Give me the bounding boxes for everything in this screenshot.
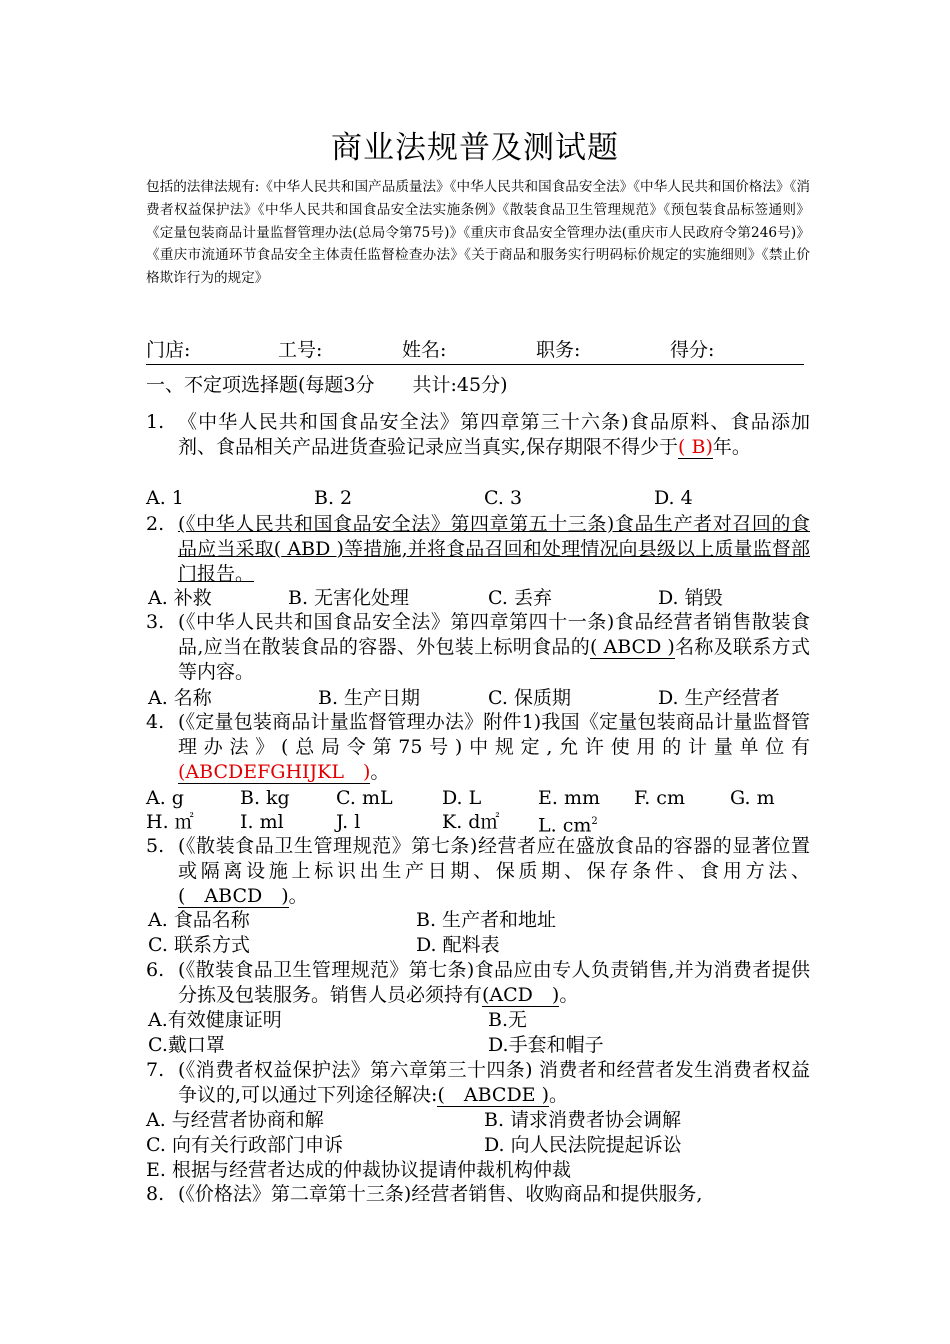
answer-blank: (ACD ) — [482, 983, 560, 1006]
store-label: 门店: — [146, 339, 191, 361]
question-number: 5. — [146, 835, 165, 857]
option: B. 请求消费者协会调解 — [484, 1109, 682, 1131]
question-text: (《中华人民共和国食品安全法》第四章第四十一条)食品经营者销售散装食品,应当在散装食品的容器、外包装上标明食品的( ABCD )名称及联系方式等内容。 — [178, 611, 810, 683]
answer-blank: ( ABCDE ) — [437, 1083, 549, 1106]
option: L. $cm^2$ — [538, 814, 598, 837]
option: I. ml — [240, 811, 284, 833]
option: C. 联系方式 — [148, 934, 250, 956]
question-number: 3. — [146, 611, 165, 633]
option: A. g — [146, 787, 184, 809]
question-4 — [146, 710, 810, 784]
option: B. 生产者和地址 — [416, 909, 557, 931]
question-5 — [146, 834, 810, 908]
option: G. m — [730, 787, 775, 809]
option: D. 4 — [654, 487, 693, 509]
option: B. kg — [240, 787, 290, 809]
info-line — [146, 336, 804, 365]
question-text: (《散装食品卫生管理规范》第七条)经营者应在盛放食品的容器的显著位置或隔离设施上标识出生产日期、保质期、保存条件、食用方法、( ABCD )。 — [178, 835, 810, 907]
option: D. L — [442, 787, 482, 809]
answer-blank: ( ABCD ) — [178, 884, 289, 907]
question-number: 4. — [146, 711, 165, 733]
question-number: 8. — [146, 1183, 165, 1205]
question-text: (《价格法》第二章第十三条)经营者销售、收购商品和提供服务, — [178, 1183, 703, 1205]
question-number: 2. — [146, 513, 165, 535]
option: E. 根据与经营者达成的仲裁协议提请仲裁机构仲裁 — [146, 1159, 571, 1181]
option: C.戴口罩 — [148, 1034, 225, 1056]
question-number: 1. — [146, 411, 165, 433]
option: B. 2 — [314, 487, 353, 509]
question-text: (《散装食品卫生管理规范》第七条)食品应由专人负责销售,并为消费者提供分拣及包装服务。销售人员必须持有(ACD )。 — [178, 959, 810, 1006]
option: C. 保质期 — [488, 687, 571, 709]
option: D.手套和帽子 — [488, 1034, 604, 1056]
option: A. 与经营者协商和解 — [146, 1109, 324, 1131]
question-text: 《中华人民共和国食品安全法》第四章第三十六条)食品原料、食品添加剂、食品相关产品进货查验记录应当真实,保存期限不得少于( B)年。 — [178, 411, 810, 458]
option: E. mm — [538, 787, 600, 809]
question-1 — [146, 410, 810, 460]
option: B.无 — [488, 1009, 528, 1031]
option: J. l — [336, 811, 361, 833]
intro-paragraph: 包括的法律法规有:《中华人民共和国产品质量法》《中华人民共和国食品安全法》《中华人民共和国价格法》《消费者权益保护法》《中华人民共和国食品安全法实施条例》《散装食品卫生管理规范》《预包装食品标签通则》《定量包装商品计量监督管理办法(总局令第75号)》《重庆市食品安全管理办法(重庆市人民政府令第246号)》《重庆市流通环节食品安全主体责任监督检查办法》《关于商品和服务实行明码标价规定的实施细则》《禁止价格欺诈行为的规定》 — [146, 179, 810, 287]
option: F. cm — [634, 787, 685, 809]
question-2 — [146, 512, 810, 586]
option: A. 补救 — [148, 587, 212, 609]
option: B. 生产日期 — [318, 687, 421, 709]
option: C. 3 — [484, 487, 523, 509]
question-number: 7. — [146, 1059, 165, 1081]
option: B. 无害化处理 — [288, 587, 410, 609]
position-label: 职务: — [536, 339, 581, 361]
question-7 — [146, 1058, 810, 1108]
option: C. mL — [336, 787, 393, 809]
question-text: (《定量包装商品计量监督管理办法》附件1)我国《定量包装商品计量监督管理办法》(总局令第75号)中规定,允许使用的计量单位有(ABCDEFGHIJKL )。 — [178, 711, 810, 783]
question-text: (《中华人民共和国食品安全法》第四章第五十三条)食品生产者对召回的食品应当采取( ABD )等措施,并将食品召回和处理情况向县级以上质量监督部门报告。 — [178, 513, 810, 585]
question-number: 6. — [146, 959, 165, 981]
question-3 — [146, 610, 810, 684]
option: H. ㎡ — [146, 811, 194, 833]
option: A. 食品名称 — [148, 909, 250, 931]
question-text: (《消费者权益保护法》第六章第三十四条) 消费者和经营者发生消费者权益争议的,可以通过下列途径解决:( ABCDE )。 — [178, 1059, 810, 1106]
section-heading: 一、不定项选择题(每题3分 共计:45分) — [146, 374, 508, 396]
option: A.有效健康证明 — [148, 1009, 282, 1031]
name-label: 姓名: — [402, 339, 447, 361]
score-label: 得分: — [670, 339, 715, 361]
option: A. 名称 — [148, 687, 212, 709]
option: A. 1 — [146, 487, 184, 509]
option: K. d㎡ — [442, 811, 500, 833]
option: C. 向有关行政部门申诉 — [146, 1134, 343, 1156]
option: D. 销毁 — [658, 587, 723, 609]
answer-blank: ( ABCD ) — [590, 635, 675, 658]
question-8 — [146, 1182, 810, 1207]
option: D. 向人民法院提起诉讼 — [484, 1134, 682, 1156]
option: D. 生产经营者 — [658, 687, 780, 709]
option: C. 丢弃 — [488, 587, 552, 609]
question-6 — [146, 958, 810, 1008]
answer-blank: (ABCDEFGHIJKL ) — [178, 760, 371, 783]
page-title: 商业法规普及测试题 — [331, 130, 619, 166]
answer-blank: ( B) — [678, 435, 713, 458]
answer-blank: ABD — [281, 537, 337, 560]
staff-id-label: 工号: — [278, 339, 323, 361]
option: D. 配料表 — [416, 934, 500, 956]
